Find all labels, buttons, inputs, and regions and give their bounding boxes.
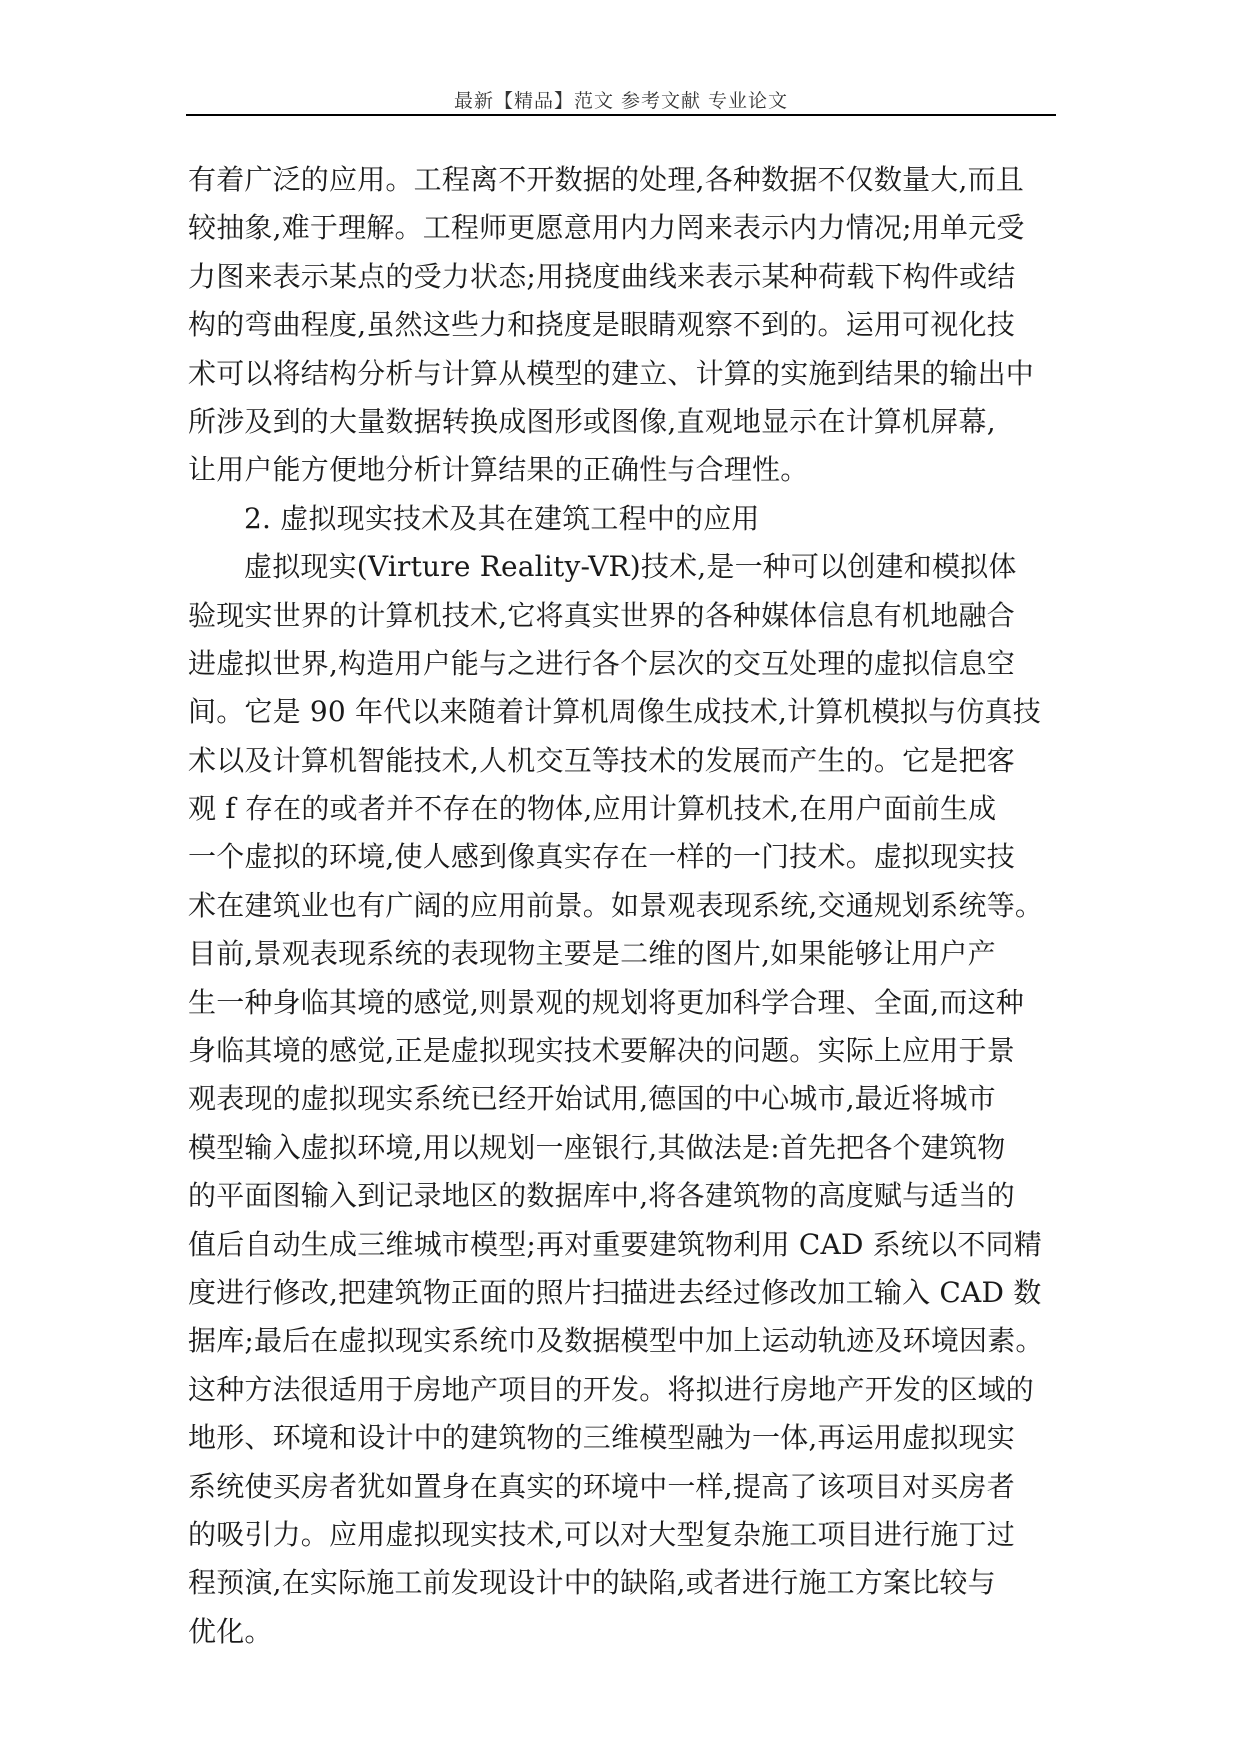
- body-line: 所涉及到的大量数据转换成图形或图像,直观地显示在计算机屏幕,: [188, 404, 996, 438]
- body-line: 程预演,在实际施工前发现设计中的缺陷,或者进行施工方案比较与: [188, 1566, 996, 1600]
- body-line: 术可以将结构分析与计算从模型的建立、计算的实施到结果的输出中: [188, 356, 1035, 390]
- body-line: 力图来表示某点的受力状态;用挠度曲线来表示某种荷载下构件或结: [188, 259, 1016, 293]
- body-line: 模型输入虚拟环境,用以规划一座银行,其做法是:首先把各个建筑物: [188, 1130, 1006, 1164]
- section-heading: 2. 虚拟现实技术及其在建筑工程中的应用: [244, 501, 760, 535]
- page-header: 最新【精品】范文 参考文献 专业论文: [453, 90, 789, 112]
- body-line: 的吸引力。应用虚拟现实技术,可以对大型复杂施工项目进行施丁过: [188, 1517, 1015, 1551]
- body-line: 术以及计算机智能技术,人机交互等技术的发展而产生的。它是把客: [188, 743, 1015, 777]
- body-line: 间。它是 90 年代以来随着计算机周像生成技术,计算机模拟与仿真技: [188, 695, 1041, 729]
- body-line: 身临其境的感觉,正是虚拟现实技术要解决的问题。实际上应用于景: [188, 1034, 1015, 1068]
- body-line: 观表现的虚拟现实系统已经开始试用,德国的中心城市,最近将城市: [188, 1082, 996, 1116]
- body-line: 一个虚拟的环境,使人感到像真实存在一样的一门技术。虚拟现实技: [188, 840, 1015, 874]
- body-line: 让用户能方便地分析计算结果的正确性与合理性。: [188, 453, 809, 487]
- body-line: 较抽象,难于理解。工程师更愿意用内力罔来表示内力情况;用单元受: [188, 211, 1025, 245]
- body-line: 度进行修改,把建筑物正面的照片扫描进去经过修改加工输入 CAD 数: [188, 1275, 1042, 1309]
- body-line: 系统使买房者犹如置身在真实的环境中一样,提高了该项目对买房者: [188, 1469, 1015, 1503]
- body-line: 生一种身临其境的感觉,则景观的规划将更加科学合理、全面,而这种: [188, 985, 1025, 1019]
- paragraph-start: 虚拟现实(Virture Reality-VR)技术,是一种可以创建和模拟体: [244, 550, 1017, 584]
- body-line: 值后自动生成三维城市模型;再对重要建筑物利用 CAD 系统以不同精: [188, 1227, 1042, 1261]
- body-line: 地形、环境和设计中的建筑物的三维模型融为一体,再运用虚拟现实: [188, 1421, 1015, 1455]
- document-body: [188, 156, 1054, 1656]
- body-line: 据库;最后在虚拟现实系统巾及数据模型中加上运动轨迹及环境因素。: [188, 1324, 1044, 1358]
- body-line: 进虚拟世界,构造用户能与之进行各个层次的交互处理的虚拟信息空: [188, 646, 1015, 680]
- body-line: 观 f 存在的或者并不存在的物体,应用计算机技术,在用户面前生成: [188, 792, 997, 826]
- body-line: 验现实世界的计算机技术,它将真实世界的各种媒体信息有机地融合: [188, 598, 1015, 632]
- body-line: 目前,景观表现系统的表现物主要是二维的图片,如果能够让用户产: [188, 937, 996, 971]
- body-line: 有着广泛的应用。工程离不开数据的处理,各种数据不仅数量大,而且: [188, 163, 1025, 196]
- header-divider: [186, 114, 1056, 116]
- body-line: 构的弯曲程度,虽然这些力和挠度是眼睛观察不到的。运用可视化技: [188, 308, 1015, 342]
- body-line: 术在建筑业也有广阔的应用前景。如景观表现系统,交通规划系统等。: [188, 888, 1044, 922]
- body-line: 的平面图输入到记录地区的数据库中,将各建筑物的高度赋与适当的: [188, 1179, 1015, 1213]
- body-line: 优化。: [188, 1614, 273, 1648]
- body-line: 这种方法很适用于房地产项目的开发。将拟进行房地产开发的区域的: [188, 1372, 1035, 1406]
